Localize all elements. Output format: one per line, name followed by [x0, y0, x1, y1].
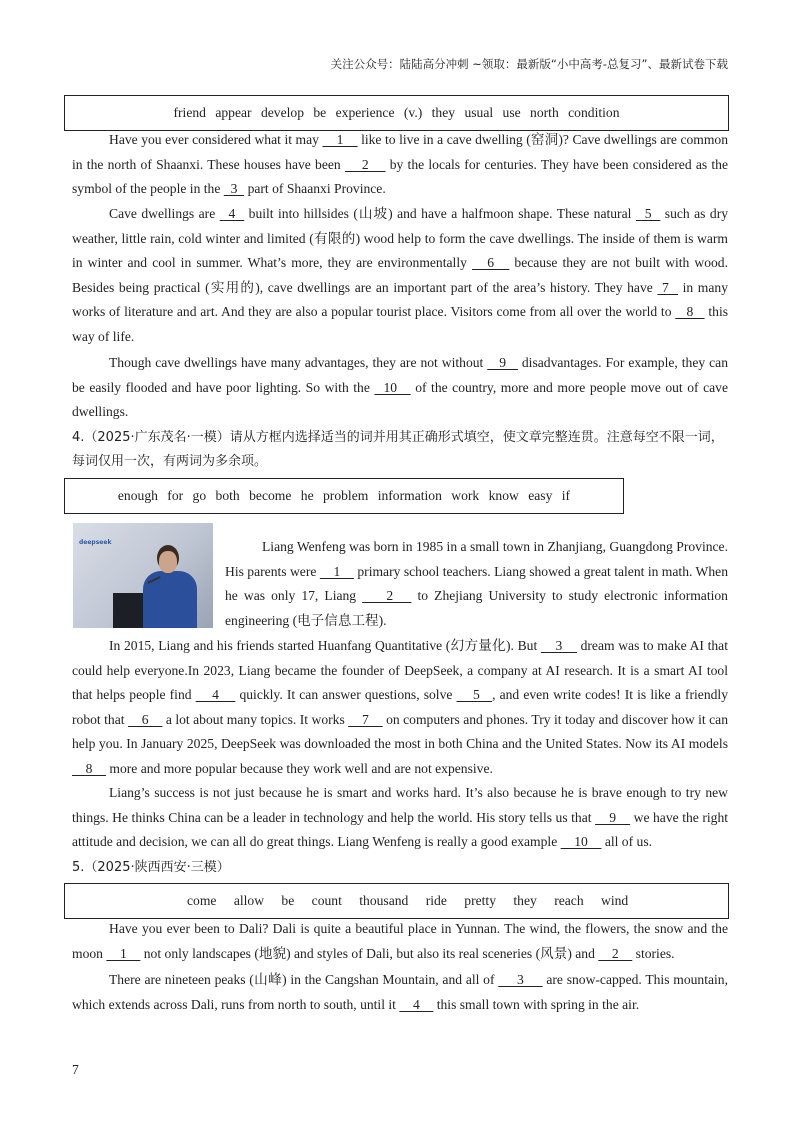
blank-7[interactable]: 7 [657, 279, 679, 295]
blank-3[interactable]: 3 [498, 972, 543, 987]
text: in many works of literature and art. And they are also a popular tourist place. Visitors come from all over the world to [72, 279, 728, 320]
text: Have you ever considered what it may [109, 132, 323, 147]
text: like to live in a cave dwelling (窑洞)? Cave dwellings are common in the north of Shaanxi. These houses have been [72, 132, 729, 172]
question-5-paragraph-2 [72, 968, 728, 1017]
deepseek-logo: deepseek [79, 539, 112, 546]
page-number: 7 [72, 1062, 79, 1077]
blank-3[interactable]: 3 [223, 181, 245, 197]
blank-1[interactable]: 1 [322, 132, 358, 147]
question-4-paragraph-3 [72, 781, 728, 855]
word-bank-box-3: come allow be count thousand ride pretty they reach wind [64, 883, 729, 919]
text: Cave dwellings are [109, 206, 220, 221]
blank-9[interactable]: 9 [595, 809, 631, 825]
word-bank-box-2: enough for go both become he problem information work know easy if [64, 478, 624, 514]
text: we have the right attitude and decision, we can all do great things. Liang Wenfeng is really a good example [72, 809, 729, 850]
blank-5[interactable]: 5 [456, 687, 493, 703]
word-bank-box-1: friend appear develop be experience (v.) they usual use north condition [64, 95, 729, 131]
text: are snow-capped. This mountain, which extends across Dali, runs from north to south, until it [72, 972, 728, 1012]
page-header: 关注公众号：陆陆高分冲刺 ~领取：最新版“小中高考-总复习”、最新试卷下载 [330, 57, 728, 71]
blank-3[interactable]: 3 [540, 638, 577, 653]
text: , and even write codes! It is like a friendly robot that [72, 687, 728, 727]
text: not only landscapes (地貌) and styles of Dali, but also its real sceneries (风景) and [140, 945, 599, 961]
text: Though cave dwellings have many advantages, they are not without [109, 355, 488, 370]
blank-10[interactable]: 10 [560, 834, 602, 850]
passage1-paragraph-2 [72, 202, 728, 350]
blank-1[interactable]: 1 [106, 945, 141, 961]
text: because they are not built with wood. Besides being practical (实用的), cave dwellings are an important part of the area’s history. They have [72, 255, 729, 295]
blank-8[interactable]: 8 [675, 304, 705, 320]
text: There are nineteen peaks (山峰) in the Cangshan Mountain, and all of [109, 972, 499, 987]
text: Liang’s success is not just because he is smart and works hard. It’s also because he is brave enough to try new things. He thinks China can be a leader in technology and help the world. His story tells us that [72, 785, 728, 825]
blank-9[interactable]: 9 [487, 355, 518, 370]
blank-4[interactable]: 4 [195, 687, 236, 703]
passage1-paragraph-3 [72, 351, 728, 425]
text: such as dry weather, little rain, cold winter and limited (有限的) wood help to form the cave dwellings. The inside of them is warm in winter and cool in summer. What’s more, they are environmentally [72, 206, 729, 271]
blank-7[interactable]: 7 [348, 711, 383, 727]
blank-2[interactable]: 2 [344, 156, 386, 172]
blank-2[interactable]: 2 [362, 588, 412, 604]
text: by the locals for centuries. They have been considered as the symbol of the people in the [72, 156, 728, 197]
question-4-heading: 4.（2025·广东茂名·一模）请从方框内选择适当的词并用其正确形式填空，使文章完整连贯。注意每空不限一词，每词仅用一次，有两词为多余项。 [72, 430, 724, 469]
text: primary school teachers. Liang showed a great talent in math. When he was only 17, Liang [225, 563, 729, 604]
text: this way of life. [72, 304, 729, 344]
text: stories. [632, 945, 675, 961]
text: quickly. It can answer questions, solve [235, 687, 457, 703]
text: Have you ever been to Dali? Dali is quite a beautiful place in Yunnan. The wind, the flowers, the snow and the moon [72, 921, 728, 961]
blank-4[interactable]: 4 [219, 206, 245, 221]
blank-6[interactable]: 6 [471, 255, 510, 271]
text: on computers and phones. Try it today and discover how it can help you. In January 2025, DeepSeek was downloaded the most in both China and the United States. Now its AI models [72, 711, 728, 752]
blank-6[interactable]: 6 [127, 711, 163, 727]
blank-2[interactable]: 2 [598, 945, 633, 961]
text: a lot about many topics. It works [162, 711, 349, 727]
blank-8[interactable]: 8 [72, 760, 106, 776]
text: disadvantages. For example, they can be easily flooded and have poor lighting. So with the [72, 355, 728, 395]
blank-4[interactable]: 4 [399, 996, 434, 1012]
text: built into hillsides (山坡) and have a halfmoon shape. These natural [244, 206, 636, 221]
person-face [159, 551, 177, 573]
text: this small town with spring in the air. [433, 996, 640, 1012]
speaker-photo [73, 523, 213, 628]
passage1-paragraph-1 [72, 128, 728, 202]
question-5-heading: 5.（2025·陕西西安·三模） [72, 860, 230, 875]
blank-1[interactable]: 1 [319, 563, 354, 579]
question-4-paragraph-1 [225, 535, 728, 633]
text: of the country, more and more people move out of cave dwellings. [72, 379, 728, 420]
text: Liang Wenfeng was born in 1985 in a small town in Zhanjiang, Guangdong Province. His parents were [225, 539, 728, 579]
text: more and more popular because they work well and are not expensive. [105, 760, 493, 776]
text: all of us. [601, 834, 653, 850]
blank-5[interactable]: 5 [635, 206, 661, 221]
text: part of Shaanxi Province. [244, 181, 386, 197]
text: dream was to make AI that could help everyone.In 2023, Liang became the founder of DeepSeek, a company at AI research. It is a smart AI tool that helps people find [72, 638, 728, 703]
question-5-paragraph-1 [72, 917, 728, 966]
text: In 2015, Liang and his friends started Huanfang Quantitative (幻方量化). But [109, 638, 541, 653]
question-4-paragraph-2 [72, 634, 728, 782]
blank-10[interactable]: 10 [374, 379, 411, 395]
text: to Zhejiang University to study electronic information engineering (电子信息工程). [225, 588, 728, 628]
